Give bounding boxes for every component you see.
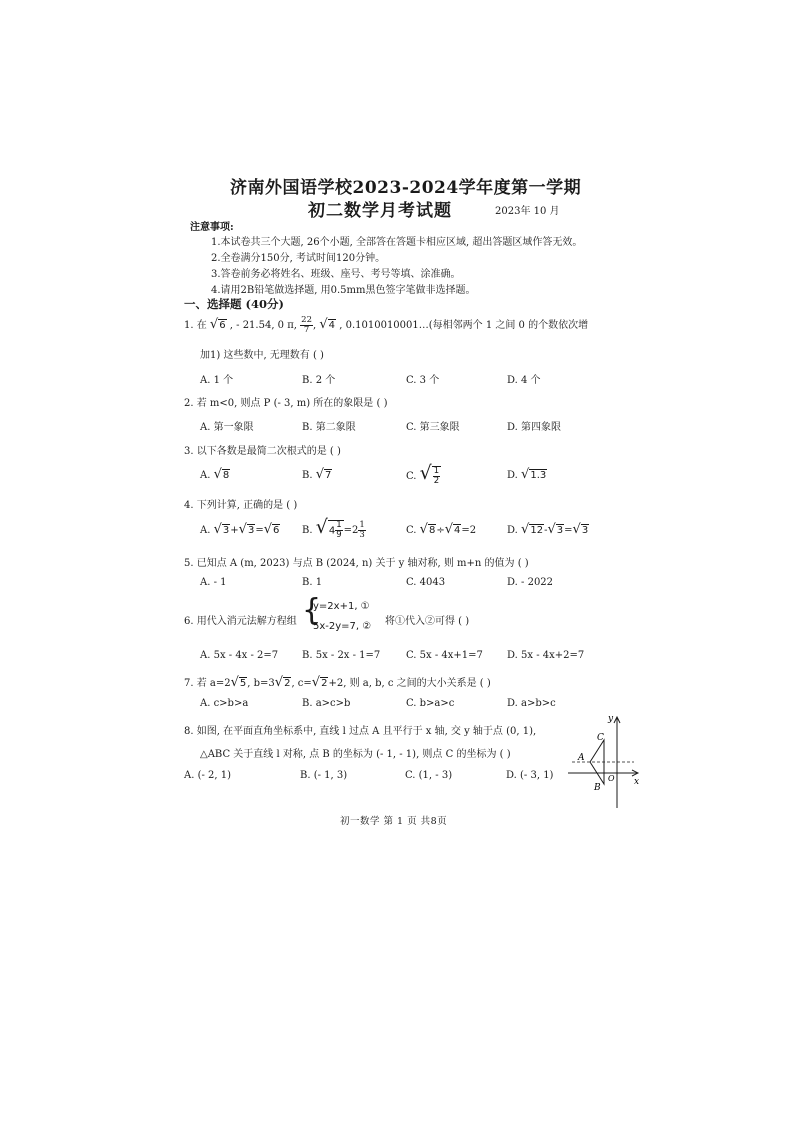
option-a: A. √3+√3=√6: [200, 522, 280, 537]
option-c: C. b>a>c: [406, 698, 455, 709]
option-d: D. √12-√3=√3: [507, 522, 589, 537]
option-b: B. 2 个: [302, 375, 336, 386]
option-d: D. 4 个: [507, 375, 541, 386]
point-c-label: C: [597, 733, 604, 743]
question-6-lead: 6. 用代入消元法解方程组: [184, 616, 297, 627]
notice-item: 4.请用2B铅笔做选择题, 用0.5mm黑色签字笔做非选择题。: [211, 285, 476, 296]
point-b-label: B: [594, 783, 601, 793]
exam-date: 2023年 10 月: [495, 206, 560, 217]
coordinate-figure: [564, 712, 642, 812]
question-4-stem: 4. 下列计算, 正确的是 ( ): [184, 500, 298, 511]
option-a: A. 第一象限: [200, 422, 254, 433]
option-d: D. - 2022: [507, 577, 554, 588]
y-axis-label: y: [608, 714, 614, 724]
option-a: A. (- 2, 1): [184, 770, 232, 781]
option-c: C. 3 个: [406, 375, 440, 386]
option-c: C. 5x - 4x+1=7: [406, 650, 483, 661]
option-b: B. 5x - 2x - 1=7: [302, 650, 381, 661]
notice-item: 1.本试卷共三个大题, 26个小题, 全部答在答题卡相应区域, 超出答题区域作答无效。: [211, 237, 583, 248]
question-1-stem-line2: 加1) 这些数中, 无理数有 ( ): [200, 350, 324, 361]
exam-subtitle: 初二数学月考试题: [308, 201, 452, 221]
sqrt-4: √4: [319, 317, 336, 332]
question-8-line2: △ABC 关于直线 l 对称, 点 B 的坐标为 (- 1, - 1), 则点 C 的坐标为 ( ): [200, 749, 511, 760]
notice-item: 2.全卷满分150分, 考试时间120分钟。: [211, 253, 386, 264]
question-7-stem: 7. 若 a=2√5, b=3√2, c=√2+2, 则 a, b, c 之间的大小关系是 ( ): [184, 675, 491, 690]
option-b: B. √4 $\frac{1}{9}$ =2 $\frac{1}{3}$: [302, 516, 365, 540]
x-axis-label: x: [634, 777, 640, 787]
notice-heading: 注意事项:: [190, 222, 234, 233]
question-1-stem: 1. 在 √6 , - 21.54, 0 π, $\frac{22}{7}$ , √4 , 0.1010010001…(每相邻两个 1 之间 0 的个数依次增: [184, 315, 589, 335]
option-d: D. (- 3, 1): [506, 770, 554, 781]
question-3-stem: 3. 以下各数是最简二次根式的是 ( ): [184, 446, 341, 457]
origin-label: O: [608, 774, 615, 783]
option-d: D. √1.3: [507, 467, 547, 482]
question-8-line1: 8. 如图, 在平面直角坐标系中, 直线 l 过点 A 且平行于 x 轴, 交 y 轴于点 (0, 1),: [184, 726, 537, 737]
option-b: B. 第二象限: [302, 422, 356, 433]
option-c: C. 4043: [406, 577, 446, 588]
section-heading: 一、选择题 (40分): [184, 297, 284, 311]
sqrt-6: √6: [209, 317, 226, 332]
option-c: C. 第三象限: [406, 422, 460, 433]
option-b: B. √7: [302, 467, 332, 482]
option-c: C. (1, - 3): [405, 770, 453, 781]
option-b: B. a>c>b: [302, 698, 351, 709]
option-a: A. √8: [200, 467, 230, 482]
option-c: C. √8÷√4=2: [406, 522, 477, 537]
option-a: A. - 1: [200, 577, 227, 588]
point-a-label: A: [578, 753, 585, 763]
question-2-stem: 2. 若 m<0, 则点 P (- 3, m) 所在的象限是 ( ): [184, 398, 388, 409]
question-6-tail: 将①代入②可得 ( ): [385, 616, 470, 627]
equation-2: 5x-2y=7, ②: [313, 621, 372, 632]
option-d: D. a>b>c: [507, 698, 556, 709]
option-a: A. 1 个: [200, 375, 234, 386]
fraction-22-7: $\frac{22}{7}$: [301, 315, 312, 335]
page-footer: 初一数学 第 1 页 共8页: [340, 816, 448, 827]
option-a: A. 5x - 4x - 2=7: [200, 650, 279, 661]
question-5-stem: 5. 已知点 A (m, 2023) 与点 B (2024, n) 关于 y 轴对称, 则 m+n 的值为 ( ): [184, 558, 529, 569]
exam-title: 济南外国语学校2023-2024学年度第一学期: [230, 178, 582, 198]
option-b: B. 1: [302, 577, 323, 588]
option-d: D. 5x - 4x+2=7: [507, 650, 585, 661]
option-c: C. √ $\frac{1}{2}$: [406, 462, 440, 486]
option-b: B. (- 1, 3): [300, 770, 348, 781]
notice-item: 3.答卷前务必将姓名、班级、座号、考号等填、涂准确。: [211, 269, 461, 280]
option-d: D. 第四象限: [507, 422, 562, 433]
equation-1: y=2x+1, ①: [313, 601, 370, 612]
option-a: A. c>b>a: [200, 698, 249, 709]
equation-system-brace: {: [302, 593, 322, 628]
